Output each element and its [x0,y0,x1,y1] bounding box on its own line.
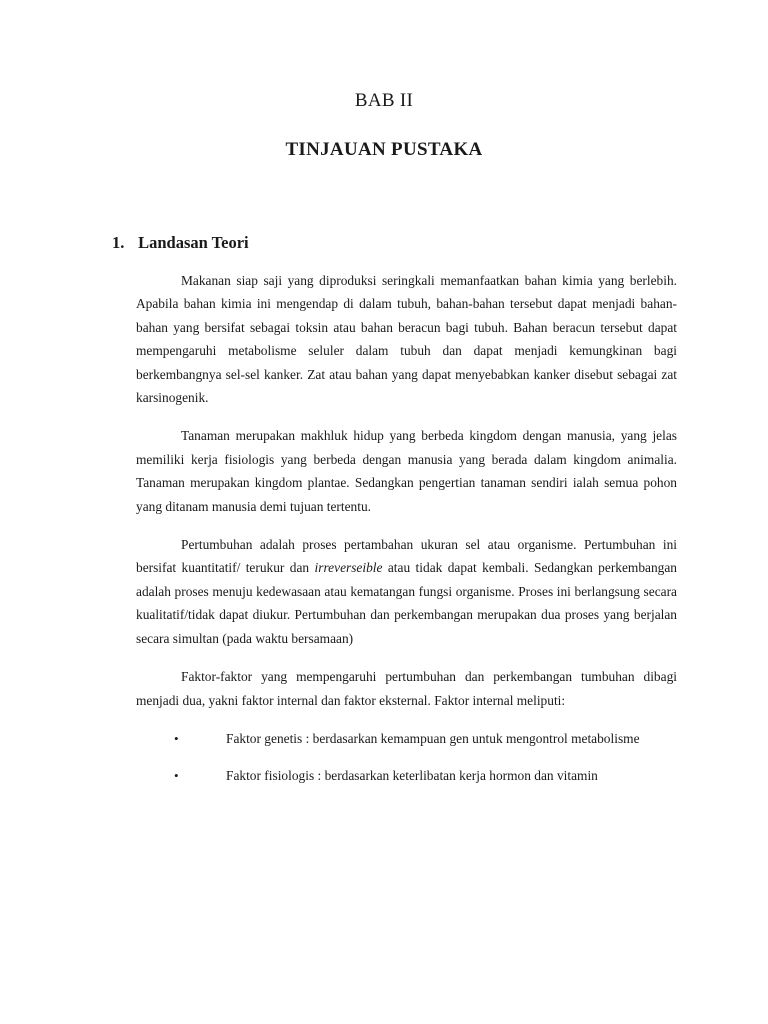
section-heading [112,233,249,253]
paragraph-1: Makanan siap saji yang diproduksi seringkali memanfaatkan bahan kimia yang berlebih. Apabila bahan kimia ini mengendap di dalam tubuh, bahan-bahan tersebut dapat menjadi bahan-bahan yang bersifat sebagai toksin atau bahan beracun bagi tubuh. Bahan beracun tersebut dapat mempengaruhi metabolisme seluler dalam tubuh dan dapat menjadi kemungkinan bagi berkembangnya sel-sel kanker. Zat atau bahan yang dapat menyebabkan kanker disebut sebagai zat karsinogenik. [136,273,677,406]
section-number: 1. [112,233,125,252]
paragraph-3 [136,533,677,650]
paragraph-3-text-b: atau tidak dapat kembali. Sedangkan perkembangan adalah proses menuju kedewasaan atau kematangan fungsi organisme. Proses ini berlangsung secara kualitatif/tidak dapat diukur. Pertumbuhan dan perkembangan merupakan dua proses yang berjalan secara simultan (pada waktu bersamaan) [136,560,677,646]
bullet-icon: • [174,768,179,784]
list-item-text: Faktor fisiologis : berdasarkan keterlibatan kerja hormon dan vitamin [226,768,598,784]
paragraph-4: Faktor-faktor yang mempengaruhi pertumbuhan dan perkembangan tumbuhan dibagi menjadi dua, yakni faktor internal dan faktor eksternal. Faktor internal meliputi: [136,669,677,708]
paragraph-3-text-a: Pertumbuhan adalah proses pertambahan ukuran sel atau organisme. Pertumbuhan ini bersifat kuantitatif/ terukur dan [136,537,677,576]
paragraph-2: Tanaman merupakan makhluk hidup yang berbeda kingdom dengan manusia, yang jelas memiliki kerja fisiologis yang berbeda dengan manusia yang berada dalam kingdom animalia. Tanaman merupakan kingdom plantae. Sedangkan pengertian tanaman sendiri ialah semua pohon yang ditanam manusia demi tujuan tertentu. [136,428,677,514]
page-title: TINJAUAN PUSTAKA [285,139,483,160]
bullet-icon: • [174,730,179,746]
list-item [136,727,677,750]
section-title: Landasan Teori [138,233,249,252]
chapter-label: BAB II [354,90,414,111]
body-text [136,269,677,802]
list-item-text: Faktor genetis : berdasarkan kemampuan gen untuk mengontrol metabolisme [226,730,640,746]
paragraph-3-italic-term: irreverseible [314,560,383,576]
list-item [136,764,677,787]
